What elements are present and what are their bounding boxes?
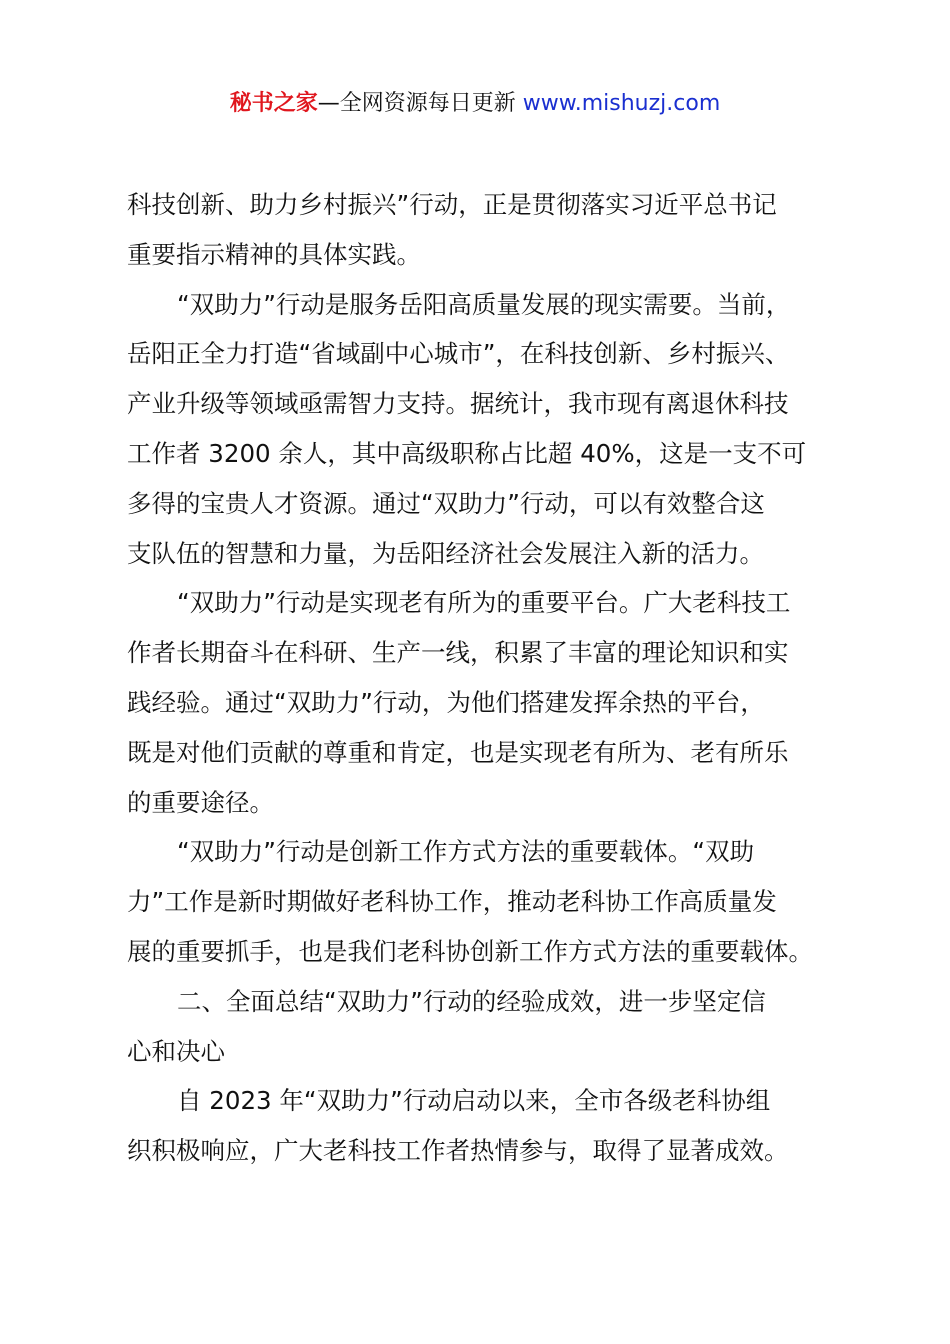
document-body	[127, 180, 839, 1176]
body-text-line: “双助力”行动是服务岳阳高质量发展的现实需要。当前，	[177, 289, 791, 319]
body-text-line: 岳阳正全力打造“省域副中心城市”，在科技创新、乡村振兴、	[127, 339, 790, 369]
body-text-line: 践经验。通过“双助力”行动，为他们搭建发挥余热的平台，	[127, 687, 765, 717]
body-text-line: 展的重要抓手，也是我们老科协创新工作方式方法的重要载体。	[127, 936, 813, 966]
body-text-line: 科技创新、助力乡村振兴”行动，正是贯彻落实习近平总书记	[127, 190, 777, 219]
body-text-line: “双助力”行动是实现老有所为的重要平台。广大老科技工	[177, 588, 791, 618]
body-text-line: 的重要途径。	[127, 787, 274, 817]
body-text-line: 二、全面总结“双助力”行动的经验成效，进一步坚定信	[177, 986, 766, 1016]
body-text-line: 织积极响应，广大老科技工作者热情参与，取得了显著成效。	[127, 1136, 789, 1166]
body-text-line: 重要指示精神的具体实践。	[127, 239, 421, 269]
body-text-line: 作者长期奋斗在科研、生产一线，积累了丰富的理论知识和实	[127, 638, 789, 668]
body-text-line: 多得的宝贵人才资源。通过“双助力”行动，可以有效整合这	[127, 488, 765, 518]
brand-name: 秘书之家	[229, 91, 318, 116]
body-text-line: 自 2023 年“双助力”行动启动以来，全市各级老科协组	[177, 1086, 771, 1116]
body-text-line: 既是对他们贡献的尊重和肯定，也是实现老有所为、老有所乐	[127, 737, 789, 767]
page-header	[0, 88, 950, 120]
header-url-link[interactable]: www.mishuzj.com	[522, 91, 721, 116]
body-text-line: 支队伍的智慧和力量，为岳阳经济社会发展注入新的活力。	[127, 538, 764, 568]
body-text-line: 工作者 3200 余人，其中高级职称占比超 40%，这是一支不可	[127, 438, 807, 468]
body-text-line: 力”工作是新时期做好老科协工作，推动老科协工作高质量发	[127, 887, 777, 917]
body-text-line: “双助力”行动是创新工作方式方法的重要载体。“双助	[177, 837, 755, 867]
body-text-line: 心和决心	[127, 1036, 225, 1066]
body-text-line: 产业升级等领域亟需智力支持。据统计，我市现有离退休科技	[127, 389, 789, 419]
header-slogan: —全网资源每日更新	[317, 91, 516, 116]
